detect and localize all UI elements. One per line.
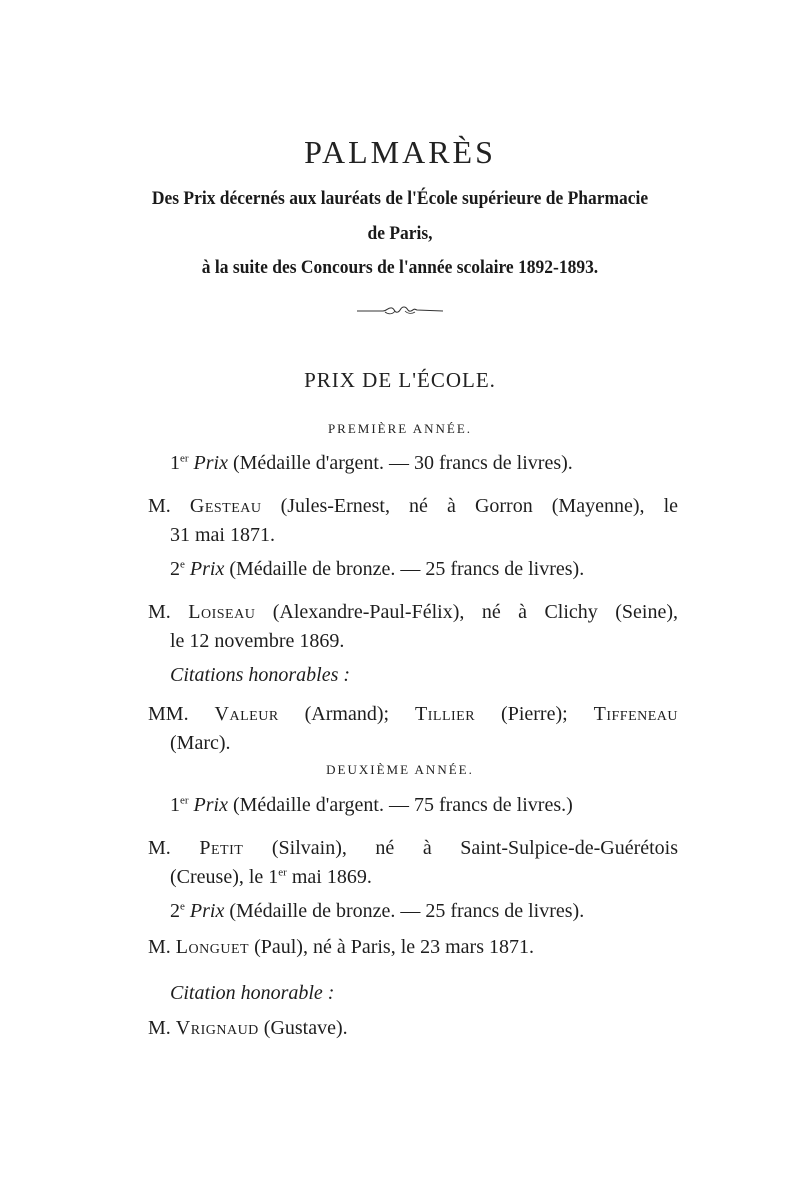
citation-surname: Vrignaud	[175, 1017, 259, 1039]
prize-number: 1	[170, 452, 180, 474]
prize-detail: (Médaille d'argent. — 30 francs de livres).	[232, 452, 573, 474]
citation-given-1: (Armand);	[304, 703, 390, 725]
winner-title: M.	[148, 495, 171, 517]
citation-name-3: Tiffeneau	[593, 703, 679, 725]
prize-detail: (Médaille de bronze. — 25 francs de livres).	[229, 900, 585, 922]
prize-number: 1	[170, 794, 180, 816]
winner-surname: Loiseau	[188, 601, 256, 623]
ornament-divider	[355, 302, 445, 318]
citation-label: Citation honorable :	[170, 982, 335, 1004]
citation-name-1: Valeur	[214, 703, 279, 725]
second-year-winner-2	[148, 936, 534, 959]
winner-details: (Paul), né à Paris, le 23 mars 1871.	[254, 936, 535, 958]
second-year-heading: DEUXIÈME ANNÉE.	[326, 762, 474, 777]
section-title: PRIX DE L'ÉCOLE.	[304, 368, 496, 392]
first-year-citations	[148, 700, 678, 758]
page-title: PALMARÈS	[304, 134, 496, 170]
prize-number: 2	[170, 900, 180, 922]
prize-ordinal: er	[180, 452, 189, 465]
winner-details-cont: 31 mai 1871.	[170, 524, 275, 546]
winner-details: (Jules-Ernest, né à Gorron (Mayenne), le	[280, 495, 679, 517]
winner-details-end: mai 1869.	[286, 866, 372, 888]
prize-ordinal: e	[180, 558, 185, 571]
second-year-prize-2	[170, 900, 584, 923]
prize-number: 2	[170, 558, 180, 580]
subtitle-line-3: à la suite des Concours de l'année scolaire 1892-1893.	[201, 257, 599, 278]
first-year-winner-1	[148, 492, 678, 550]
winner-details-part: (Creuse), le 1	[170, 866, 279, 888]
citation-given: (Gustave).	[263, 1017, 348, 1039]
winner-surname: Petit	[199, 837, 244, 859]
winner-surname: Gesteau	[189, 495, 262, 517]
first-year-winner-2	[148, 598, 678, 656]
winner-title: M.	[148, 837, 171, 859]
prize-detail: (Médaille d'argent. — 75 francs de livres.)	[232, 794, 573, 816]
winner-surname: Longuet	[175, 936, 250, 958]
winner-ordinal: er	[278, 866, 287, 879]
winner-title: M.	[148, 601, 171, 623]
subtitle-line-1: Des Prix décernés aux lauréats de l'École supérieure de Pharmacie	[151, 188, 649, 209]
citations-label: Citations honorables :	[170, 664, 351, 686]
prize-ordinal: er	[180, 794, 189, 807]
second-year-citation	[148, 1017, 348, 1040]
winner-title: M.	[148, 936, 171, 958]
first-year-prize-1	[170, 452, 573, 475]
citation-name-2: Tillier	[415, 703, 476, 725]
prize-label: Prix	[189, 558, 225, 580]
prize-detail: (Médaille de bronze. — 25 francs de livres).	[229, 558, 585, 580]
prize-label: Prix	[193, 452, 228, 474]
first-year-heading: PREMIÈRE ANNÉE.	[327, 421, 473, 436]
citation-title: M.	[148, 1017, 171, 1039]
first-year-prize-2	[170, 558, 584, 581]
winner-details-cont: le 12 novembre 1869.	[170, 630, 345, 652]
subtitle-line-2: de Paris,	[367, 223, 433, 244]
citation-given-2: (Pierre);	[501, 703, 568, 725]
winner-details: (Alexandre-Paul-Félix), né à Clichy (Seine),	[272, 601, 678, 623]
citation-given-3: (Marc).	[170, 732, 231, 754]
winner-details-cont	[148, 863, 678, 892]
second-year-winner-1	[148, 834, 678, 892]
second-year-prize-1	[170, 794, 573, 817]
winner-details: (Silvain), né à Saint-Sulpice-de-Guérétois	[271, 837, 679, 859]
prize-label: Prix	[189, 900, 225, 922]
citation-title: MM.	[148, 703, 189, 725]
prize-ordinal: e	[180, 900, 185, 913]
prize-label: Prix	[193, 794, 228, 816]
